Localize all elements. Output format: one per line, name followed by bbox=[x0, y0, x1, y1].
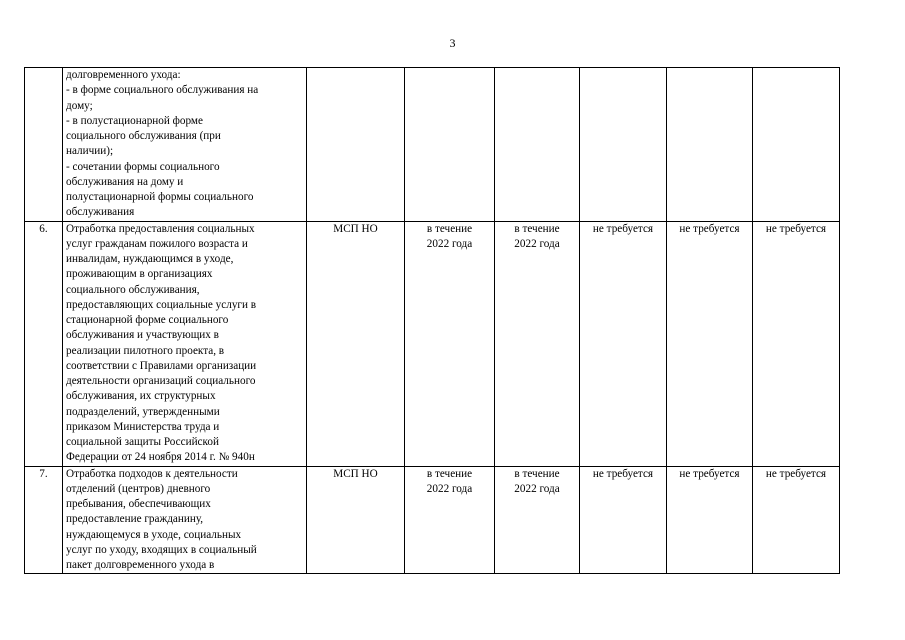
description-line: обслуживания на дому и bbox=[66, 175, 184, 188]
measure-description bbox=[63, 68, 307, 222]
measure-description bbox=[63, 466, 307, 574]
financing-cell bbox=[580, 68, 667, 222]
description-line: подразделений, утвержденными bbox=[66, 405, 220, 418]
description-line: Отработка предоставления социальных bbox=[66, 222, 255, 235]
description-line: обслуживания bbox=[66, 206, 135, 219]
row-number: 7. bbox=[25, 466, 63, 574]
description-line: - в полустационарной форме bbox=[66, 114, 203, 127]
description-line: - в форме социального обслуживания на bbox=[66, 84, 259, 97]
start-date-line: 2022 года bbox=[426, 237, 473, 250]
financing-cell: не требуется bbox=[580, 221, 667, 466]
executor-cell: МСП НО bbox=[307, 466, 405, 574]
end-date-cell bbox=[495, 466, 580, 574]
description-line: услуг гражданам пожилого возраста и bbox=[66, 237, 248, 250]
end-date-cell bbox=[495, 68, 580, 222]
description-line: наличии); bbox=[66, 145, 114, 158]
table-row bbox=[25, 68, 840, 222]
end-date-line: в течение bbox=[514, 467, 560, 480]
row-number: 6. bbox=[25, 221, 63, 466]
row-number bbox=[25, 68, 63, 222]
start-date-line: 2022 года bbox=[426, 482, 473, 495]
start-date-cell bbox=[405, 221, 495, 466]
measures-table bbox=[24, 67, 840, 574]
executor-cell bbox=[307, 68, 405, 222]
measure-description bbox=[63, 221, 307, 466]
end-date-cell bbox=[495, 221, 580, 466]
description-line: социальной защиты Российской bbox=[66, 436, 219, 448]
regulation-cell: не требуется bbox=[667, 466, 753, 574]
financing-cell: не требуется bbox=[580, 466, 667, 574]
executor-cell: МСП НО bbox=[307, 221, 405, 466]
description-line: социального обслуживания (при bbox=[66, 130, 221, 142]
description-line: стационарной форме социального bbox=[66, 314, 229, 326]
description-line: инвалидам, нуждающимся в уходе, bbox=[66, 253, 234, 265]
start-date-line: в течение bbox=[426, 467, 473, 480]
description-line: нуждающемуся в уходе, социальных bbox=[66, 528, 242, 541]
description-line: - сочетании формы социального bbox=[66, 160, 220, 173]
other-cell: не требуется bbox=[753, 221, 840, 466]
start-date-line: в течение bbox=[426, 222, 473, 235]
other-cell bbox=[753, 68, 840, 222]
description-line: обслуживания и участвующих в bbox=[66, 329, 219, 342]
regulation-cell bbox=[667, 68, 753, 222]
page-number: 3 bbox=[449, 36, 456, 50]
end-date-line: 2022 года bbox=[514, 237, 560, 250]
description-line: деятельности организаций социального bbox=[66, 375, 256, 387]
end-date-line: в течение bbox=[514, 222, 560, 235]
description-line: приказом Министерства труда и bbox=[66, 420, 220, 433]
description-line: социального обслуживания, bbox=[66, 283, 200, 296]
description-line: Федерации от 24 ноября 2014 г. № 940н bbox=[66, 451, 255, 464]
description-line: отделений (центров) дневного bbox=[66, 482, 211, 495]
description-line: проживающим в организациях bbox=[66, 268, 213, 281]
description-line: обслуживания, их структурных bbox=[66, 390, 216, 403]
description-line: Отработка подходов к деятельности bbox=[66, 467, 238, 480]
description-line: услуг по уходу, входящих в социальный bbox=[66, 543, 257, 556]
description-line: дому; bbox=[66, 99, 93, 112]
description-line: соответствии с Правилами организации bbox=[66, 359, 257, 372]
other-cell: не требуется bbox=[753, 466, 840, 574]
table-row bbox=[25, 221, 840, 466]
regulation-cell: не требуется bbox=[667, 221, 753, 466]
end-date-line: 2022 года bbox=[514, 482, 560, 495]
start-date-cell bbox=[405, 466, 495, 574]
description-line: предоставляющих социальные услуги в bbox=[66, 298, 257, 311]
description-line: реализации пилотного проекта, в bbox=[66, 344, 225, 357]
start-date-cell bbox=[405, 68, 495, 222]
description-line: пакет долговременного ухода в bbox=[66, 559, 215, 571]
description-line: полустационарной формы социального bbox=[66, 191, 254, 203]
description-line: пребывания, обеспечивающих bbox=[66, 498, 211, 510]
description-line: предоставление гражданину, bbox=[66, 513, 204, 526]
table-body bbox=[25, 68, 840, 574]
description-line: долговременного ухода: bbox=[66, 69, 181, 81]
table-row bbox=[25, 466, 840, 574]
